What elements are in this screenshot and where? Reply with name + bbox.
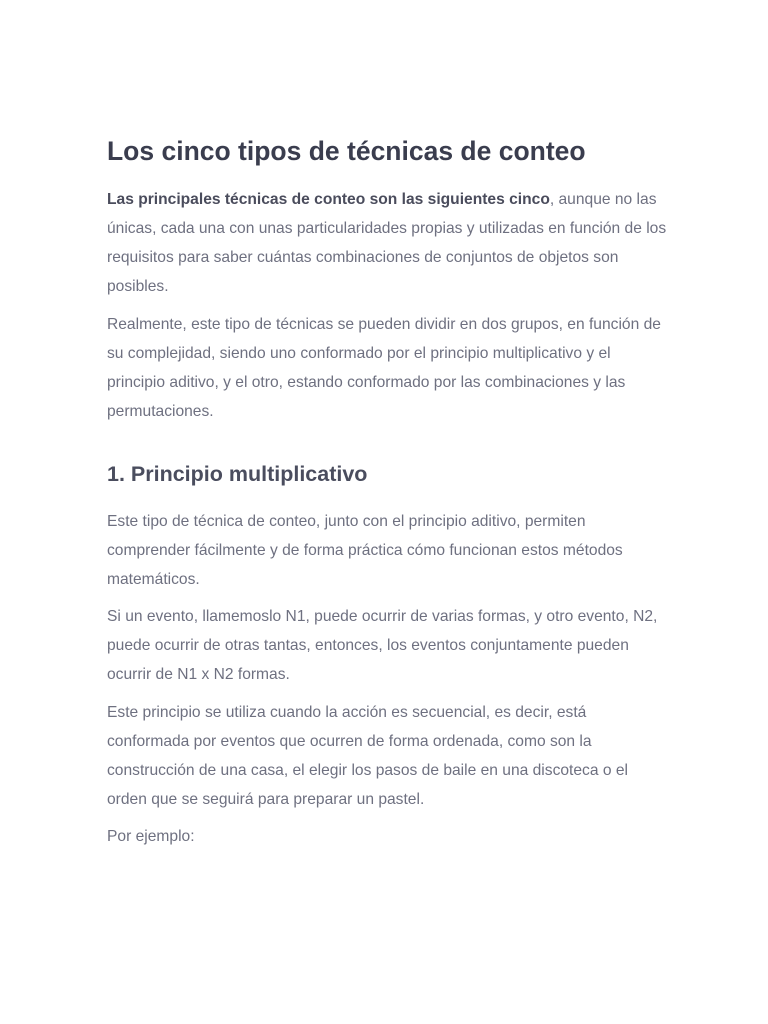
section-paragraph: Por ejemplo: bbox=[107, 828, 195, 845]
section-paragraph: Este principio se utiliza cuando la acción es secuencial, es decir, está conformada por eventos que ocurren de forma ordenada, como son la construcción de una casa, el elegir los pasos de baile en una discoteca o el orden que se seguirá para preparar un pastel. bbox=[107, 704, 628, 808]
intro-bold-text: Las principales técnicas de conteo son las siguientes cinco bbox=[107, 191, 550, 208]
article-title: Los cinco tipos de técnicas de conteo bbox=[107, 136, 586, 166]
section-paragraph: Si un evento, llamemoslo N1, puede ocurrir de varias formas, y otro evento, N2, puede ocurrir de otras tantas, entonces, los eventos conjuntamente pueden ocurrir de N1 x N2 formas. bbox=[107, 608, 658, 683]
intro-text: , aunque no las únicas, cada una con unas particularidades propias y utilizadas en función de los requisitos para saber cuántas combinaciones de conjuntos de objetos son posibles. bbox=[107, 191, 667, 295]
section-heading: 1. Principio multiplicativo bbox=[107, 462, 368, 486]
body-paragraph: Realmente, este tipo de técnicas se pueden dividir en dos grupos, en función de su complejidad, siendo uno conformado por el principio multiplicativo y el principio aditivo, y el otro, estando conformado por las combinaciones y las permutaciones. bbox=[107, 316, 661, 420]
intro-paragraph bbox=[107, 185, 667, 301]
section-paragraph: Este tipo de técnica de conteo, junto con el principio aditivo, permiten comprender fácilmente y de forma práctica cómo funcionan estos métodos matemáticos. bbox=[107, 513, 623, 588]
